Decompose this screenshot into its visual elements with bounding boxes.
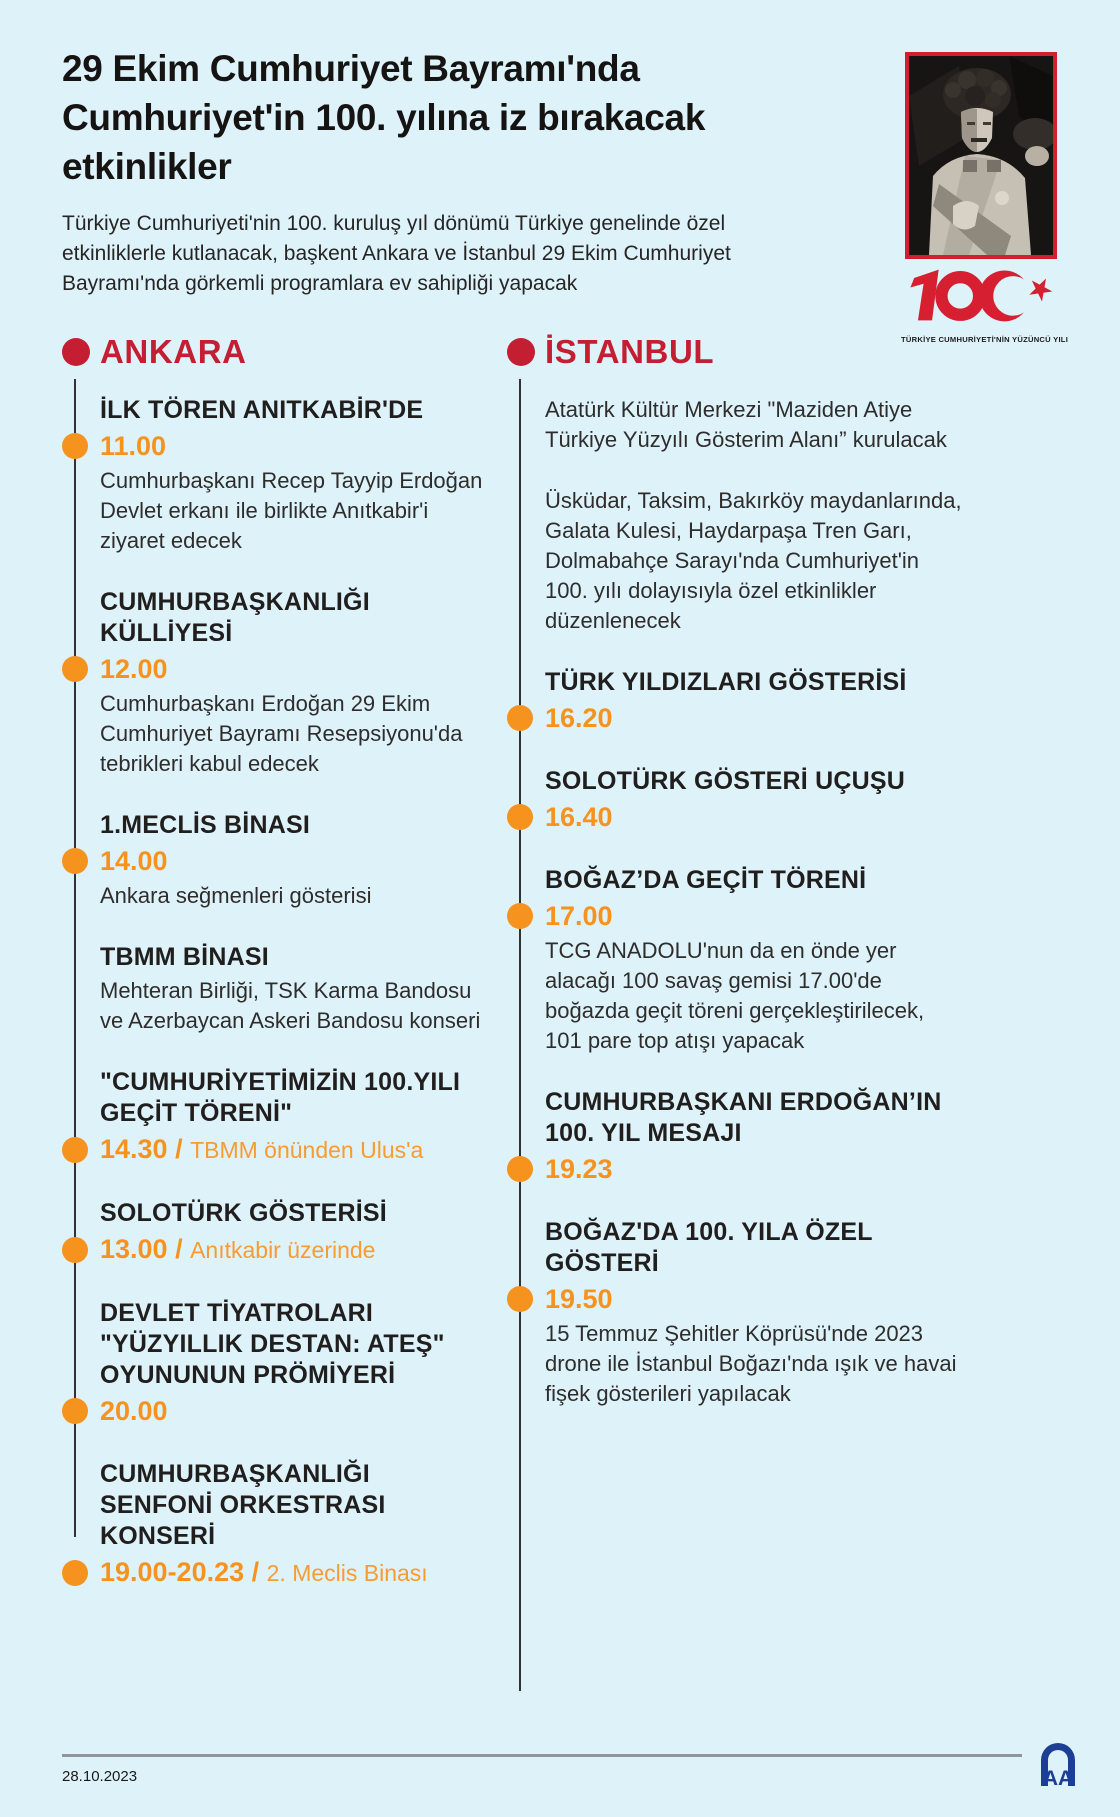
event-time-row <box>100 844 484 878</box>
event-time-row <box>100 1394 484 1428</box>
event-item <box>62 1298 484 1428</box>
event-item <box>62 810 484 911</box>
event-heading: DEVLET TİYATROLARI "YÜZYILLIK DESTAN: ATEŞ" OYUNUNUN PRÖMİYERİ <box>100 1299 445 1389</box>
event-time-row <box>100 652 484 686</box>
event-description: Üsküdar, Taksim, Bakırköy maydanlarında, Galata Kulesi, Haydarpaşa Tren Garı, Dolmabahçe Sarayı'nda Cumhuriyet'in 100. yılı dolayısıyla özel etkinlikler düzenlenecek <box>545 488 962 633</box>
centenary-logo-caption: TÜRKİYE CUMHURİYETİ'NİN YÜZÜNCÜ YILI <box>901 335 1069 344</box>
event-heading: BOĞAZ'DA 100. YILA ÖZEL GÖSTERİ <box>545 1218 873 1277</box>
event-item <box>507 486 962 636</box>
event-item <box>507 395 962 455</box>
event-item <box>507 766 962 834</box>
event-time-row <box>100 1132 484 1167</box>
event-time-row <box>545 701 962 735</box>
event-list <box>507 395 962 1409</box>
event-description: Cumhurbaşkanı Recep Tayyip Erdoğan Devlet erkanı ile birlikte Anıtkabir'i ziyaret edecek <box>100 468 483 553</box>
page-title: 29 Ekim Cumhuriyet Bayramı'nda Cumhuriyet'in 100. yılına iz bırakacak etkinlikler <box>62 48 706 187</box>
city-label: ANKARA <box>100 333 247 370</box>
event-time-row <box>545 1152 962 1186</box>
ataturk-photo-art <box>909 56 1053 255</box>
event-heading: TÜRK YILDIZLARI GÖSTERİSİ <box>545 668 907 696</box>
event-time: 11.00 <box>100 431 167 461</box>
event-item <box>62 395 484 556</box>
event-description: Atatürk Kültür Merkezi "Maziden Atiye Türkiye Yüzyılı Gösterim Alanı” kurulacak <box>545 397 947 452</box>
event-time-row <box>545 899 962 933</box>
event-heading: CUMHURBAŞKANLIĞI SENFONİ ORKESTRASI KONSERİ <box>100 1460 386 1550</box>
centenary-logo <box>901 258 1069 344</box>
event-heading: 1.MECLİS BİNASI <box>100 811 310 839</box>
event-heading: TBMM BİNASI <box>100 943 269 971</box>
event-time: 14.00 <box>100 846 168 876</box>
event-location: 2. Meclis Binası <box>266 1560 428 1586</box>
column-ankara <box>62 333 484 1621</box>
city-label: İSTANBUL <box>545 333 715 370</box>
event-time: 19.50 <box>545 1284 613 1314</box>
event-item <box>507 667 962 735</box>
event-time-row <box>100 429 484 463</box>
event-item <box>62 1459 484 1590</box>
event-item <box>62 587 484 779</box>
header <box>62 44 802 299</box>
page-subtitle: Türkiye Cumhuriyeti'nin 100. kuruluş yıl dönümü Türkiye genelinde özel etkinliklerle kutlanacak, başkent Ankara ve İstanbul 29 Ekim Cumhuriyet Bayramı'nda görkemli programlara ev sahipliği yapacak <box>62 212 731 295</box>
event-location: Anıtkabir üzerinde <box>190 1237 376 1263</box>
timeline-dot <box>62 1398 88 1424</box>
event-item <box>507 865 962 1056</box>
event-time-row <box>545 1282 962 1316</box>
event-location: TBMM önünden Ulus'a <box>190 1137 424 1163</box>
event-item <box>62 1198 484 1267</box>
event-description: Cumhurbaşkanı Erdoğan 29 Ekim Cumhuriyet Bayramı Resepsiyonu'da tebrikleri kabul edecek <box>100 691 463 776</box>
event-description: Mehteran Birliği, TSK Karma Bandosu ve Azerbaycan Askeri Bandosu konseri <box>100 978 481 1033</box>
event-item <box>507 1217 962 1409</box>
timeline-dot <box>507 705 533 731</box>
event-time: 14.30 / <box>100 1134 191 1164</box>
event-item <box>62 942 484 1036</box>
city-row <box>507 333 962 371</box>
event-description: Ankara seğmenleri gösterisi <box>100 883 372 908</box>
timeline-dot <box>507 804 533 830</box>
centenary-logo-mark <box>901 258 1061 332</box>
event-heading: CUMHURBAŞKANLIĞI KÜLLİYESİ <box>100 588 370 647</box>
timeline-dot <box>62 656 88 682</box>
timeline-dot <box>62 1237 88 1263</box>
timeline-dot <box>62 1560 88 1586</box>
event-heading: BOĞAZ’DA GEÇİT TÖRENİ <box>545 866 867 894</box>
aa-logo-mark <box>1036 1738 1080 1786</box>
event-description: TCG ANADOLU'nun da en önde yer alacağı 100 savaş gemisi 17.00'de boğazda geçit töreni gerçekleştirilecek, 101 pare top atışı yapacak <box>545 938 925 1053</box>
publish-date: 28.10.2023 <box>62 1768 138 1785</box>
event-time: 17.00 <box>545 901 613 931</box>
city-row <box>62 333 484 371</box>
aa-logo <box>1036 1738 1080 1786</box>
event-heading: CUMHURBAŞKANI ERDOĞAN’IN 100. YIL MESAJI <box>545 1088 942 1147</box>
event-heading: SOLOTÜRK GÖSTERİ UÇUŞU <box>545 767 905 795</box>
city-marker-dot <box>507 338 535 366</box>
event-heading: İLK TÖREN ANITKABİR'DE <box>100 396 424 424</box>
event-time: 19.23 <box>545 1154 613 1184</box>
timeline-dot <box>62 848 88 874</box>
event-time: 19.00-20.23 / <box>100 1557 267 1587</box>
timeline-dot <box>62 1137 88 1163</box>
event-time: 20.00 <box>100 1396 168 1426</box>
footer-divider <box>62 1754 1022 1757</box>
timeline-dot <box>507 903 533 929</box>
column-istanbul <box>507 333 962 1440</box>
event-heading: "CUMHURİYETİMİZİN 100.YILI GEÇİT TÖRENİ" <box>100 1068 461 1127</box>
city-marker-dot <box>62 338 90 366</box>
ataturk-photo <box>905 52 1057 259</box>
event-time: 12.00 <box>100 654 168 684</box>
timeline-dot <box>62 433 88 459</box>
event-item <box>62 1067 484 1167</box>
timeline-dot <box>507 1286 533 1312</box>
event-description: 15 Temmuz Şehitler Köprüsü'nde 2023 drone ile İstanbul Boğazı'nda ışık ve havai fişek gösterileri yapılacak <box>545 1321 957 1406</box>
event-time: 16.40 <box>545 802 613 832</box>
svg-text:AA: AA <box>1042 1767 1074 1786</box>
event-time-row <box>100 1555 484 1590</box>
event-time: 13.00 / <box>100 1234 191 1264</box>
event-time: 16.20 <box>545 703 613 733</box>
event-heading: SOLOTÜRK GÖSTERİSİ <box>100 1199 387 1227</box>
event-time-row <box>545 800 962 834</box>
event-item <box>507 1087 962 1186</box>
timeline-dot <box>507 1156 533 1182</box>
event-list <box>62 395 484 1590</box>
event-time-row <box>100 1232 484 1267</box>
